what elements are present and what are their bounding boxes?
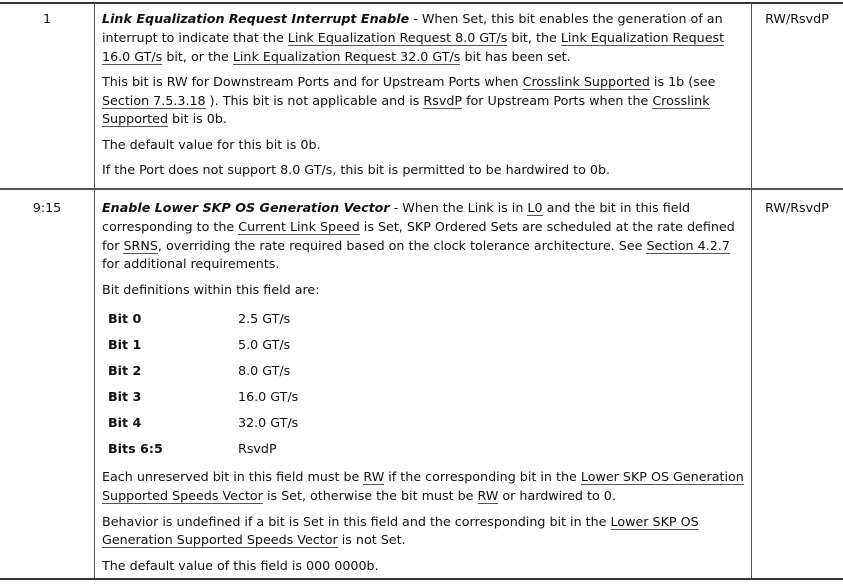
cross-reference-link[interactable]: L0 xyxy=(527,200,543,215)
bit-definitions-table xyxy=(108,306,298,462)
cross-reference-link[interactable]: Link Equalization Request 8.0 GT/s xyxy=(287,29,508,45)
attributes-cell: RW/RsvdP xyxy=(765,200,829,215)
cross-reference-link[interactable]: SRNS xyxy=(123,237,158,253)
cross-reference-link[interactable]: RW xyxy=(477,488,499,504)
bit-value: 32.0 GT/s xyxy=(238,414,299,430)
bit-key: Bit 3 xyxy=(108,388,142,404)
field-name: Enable Lower SKP OS Generation Vector xyxy=(102,200,390,215)
description-paragraph: The default value for this bit is 0b. xyxy=(102,136,321,152)
section-link[interactable]: Section 7.5.3.18 xyxy=(102,92,206,108)
description-paragraph: If the Port does not support 8.0 GT/s, this bit is permitted to be hardwired to 0b. xyxy=(102,162,611,178)
bit-key: Bit 1 xyxy=(108,336,142,352)
cross-reference-link[interactable]: Link Equalization Request 32.0 GT/s xyxy=(232,48,461,64)
table-top-rule xyxy=(0,2,843,4)
bit-location-cell: 9:15 xyxy=(32,200,62,215)
bit-location-cell: 1 xyxy=(42,11,52,26)
bit-key: Bit 0 xyxy=(108,310,142,326)
cross-reference-link[interactable]: Link Equalization Request 16.0 GT/s xyxy=(102,29,725,64)
bit-key: Bit 2 xyxy=(108,362,142,378)
column-divider xyxy=(94,3,95,578)
description-paragraph: Link Equalization Request Interrupt Enable - When Set, this bit enables the generation of an interrupt to indicate that the Link Equalization Request 8.0 GT/s bit, the Link Equalization Request 16.0 GT/s bit, or the Link Equalization Request 32.0 GT/s bit has been set. xyxy=(102,11,725,64)
bit-value: 5.0 GT/s xyxy=(238,336,291,352)
description-paragraph: This bit is RW for Downstream Ports and for Upstream Ports when Crosslink Supported is 1b (see Section 7.5.3.18 ). This bit is not applicable and is RsvdP for Upstream Ports when the Crosslink Supported bit is 0b. xyxy=(102,73,716,127)
column-divider xyxy=(751,3,752,578)
description-cell xyxy=(102,10,747,186)
cross-reference-link[interactable]: Lower SKP OS Generation Supported Speeds Vector xyxy=(102,469,744,504)
bit-value: RsvdP xyxy=(238,440,277,456)
description-paragraph: Each unreserved bit in this field must be RW if the corresponding bit in the Lower SKP OS Generation Supported Speeds Vector is Set, otherwise the bit must be RW or hardwired to 0. xyxy=(102,469,744,504)
description-cell xyxy=(102,199,747,582)
attributes-cell: RW/RsvdP xyxy=(765,11,829,26)
description-paragraph: Enable Lower SKP OS Generation Vector - When the Link is in L0 and the bit in this field corresponding to the Current Link Speed is Set, SKP Ordered Sets are scheduled at the rate defined for SRNS, overriding the rate required based on the clock tolerance architecture. See Section 4.2.7 for additional requirements. xyxy=(102,200,735,272)
description-paragraph: Bit definitions within this field are: xyxy=(102,281,320,297)
cross-reference-link[interactable]: RsvdP xyxy=(423,92,463,108)
description-paragraph: Behavior is undefined if a bit is Set in this field and the corresponding bit in the Lower SKP OS Generation Supported Speeds Vector is not Set. xyxy=(102,513,699,548)
row-divider xyxy=(0,188,843,190)
bit-value: 2.5 GT/s xyxy=(238,310,291,326)
bit-value: 8.0 GT/s xyxy=(238,362,291,378)
table-row xyxy=(108,384,298,410)
field-name: Link Equalization Request Interrupt Enable xyxy=(102,11,410,26)
cross-reference-link[interactable]: Crosslink Supported xyxy=(102,92,710,127)
cross-reference-link[interactable]: RW xyxy=(363,469,385,485)
description-paragraph: The default value of this field is 000 0000b. xyxy=(102,557,379,573)
table-row xyxy=(108,306,298,332)
table-row xyxy=(108,332,298,358)
cross-reference-link[interactable]: Lower SKP OS Generation Supported Speeds Vector xyxy=(102,513,699,548)
cross-reference-link[interactable]: Crosslink Supported xyxy=(522,73,650,89)
table-row xyxy=(108,358,298,384)
table-row xyxy=(108,410,298,436)
table-row xyxy=(108,436,298,462)
bit-key: Bits 6:5 xyxy=(108,440,163,456)
bit-value: 16.0 GT/s xyxy=(238,388,299,404)
bit-key: Bit 4 xyxy=(108,414,142,430)
cross-reference-link[interactable]: Current Link Speed xyxy=(238,218,360,234)
section-link[interactable]: Section 4.2.7 xyxy=(646,237,730,253)
